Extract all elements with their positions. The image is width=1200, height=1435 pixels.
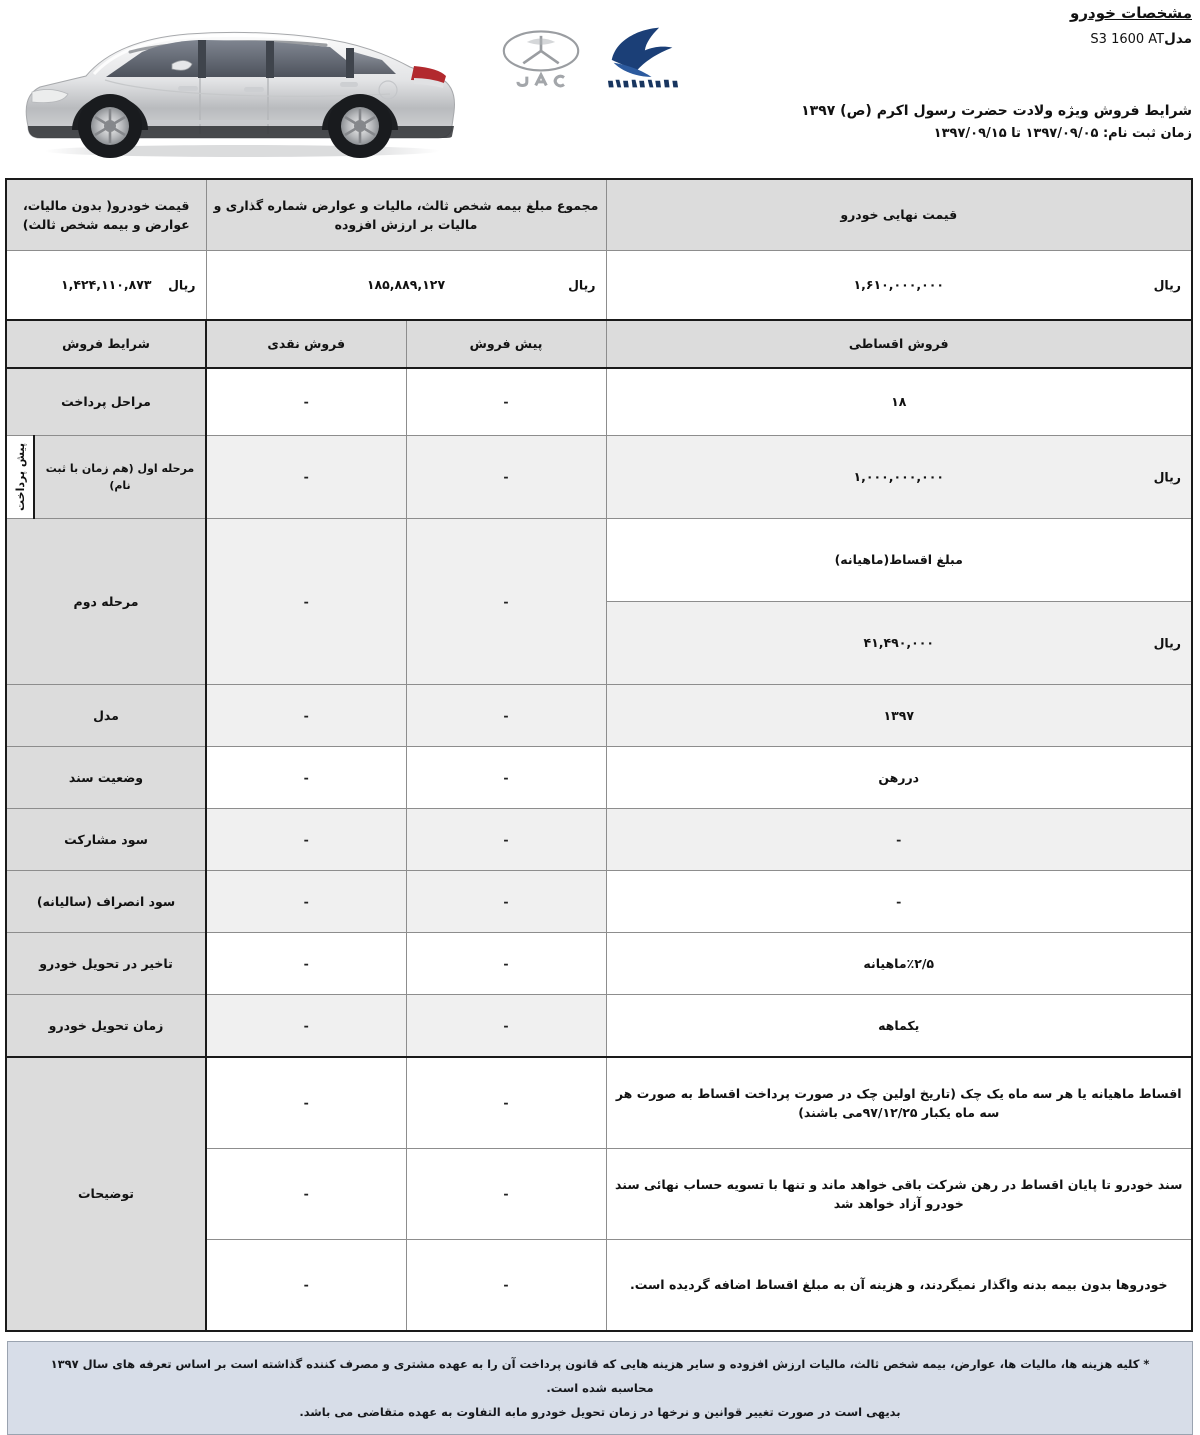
note-2-presale: - [406, 1149, 606, 1240]
row-delay-installment: ٪۲/۵ماهیانه [606, 933, 1192, 995]
kerman-motor-logo [600, 22, 686, 94]
header-text-block [722, 4, 1192, 141]
row-participation-cash: - [206, 809, 406, 871]
final-price-unit: ریال [1153, 277, 1181, 293]
row-label-stage-two: مرحله دوم [6, 519, 206, 685]
column-header-cash: فروش نقدی [206, 320, 406, 368]
table-row [6, 368, 1192, 436]
row-stage-two-presale: - [406, 519, 606, 685]
taxes-total-header: مجموع مبلغ بیمه شخص ثالث، مالیات و عوارض شماره گذاری و مالیات بر ارزش افزوده [206, 179, 606, 251]
row-label-delay: تاخیر در تحویل خودرو [6, 933, 206, 995]
page-title: مشخصات خودرو [1070, 4, 1192, 22]
row-model-installment: ۱۳۹۷ [606, 685, 1192, 747]
final-price-amount: ۱,۶۱۰,۰۰۰,۰۰۰ [853, 277, 945, 293]
row-label-stage-one: مرحله اول (هم زمان با ثبت نام) [34, 436, 206, 519]
row-model-presale: - [406, 685, 606, 747]
row-delay-cash: - [206, 933, 406, 995]
price-values-row [6, 251, 1192, 321]
document-header [0, 0, 1200, 178]
jac-s3-side-view [10, 8, 470, 168]
monthly-installment-unit: ریال [1153, 635, 1181, 651]
row-delivery-presale: - [406, 995, 606, 1058]
model-label: مدل [1164, 31, 1192, 47]
row-label-participation: سود مشارکت [6, 809, 206, 871]
footer-line-1: * کلیه هزینه ها، مالیات ها، عوارض، بیمه شخص ثالث، مالیات ارزش افزوده و سایر هزینه هایی که قانون پرداخت آن را به عهده مشتری و مصرف کننده گذاشته است بر اساس تعرفه های سال ۱۳۹۷ محاسبه شده است. [50, 1357, 1150, 1396]
row-label-model: مدل [6, 685, 206, 747]
row-stage-one-installment [606, 436, 1192, 519]
table-row [6, 933, 1192, 995]
table-row [6, 995, 1192, 1058]
footer-disclaimer [7, 1341, 1193, 1435]
price-conditions-table [5, 178, 1193, 1332]
row-model-cash: - [206, 685, 406, 747]
note-text-2: سند خودرو تا پایان اقساط در رهن شرکت باقی خواهد ماند و تنها با تسویه حساب نهائی سند خودرو آزاد خواهد شد [606, 1149, 1192, 1240]
monthly-installment-title: مبلغ اقساط(ماهیانه) [606, 519, 1192, 602]
row-doc-status-installment: دررهن [606, 747, 1192, 809]
base-price-unit: ریال [168, 277, 196, 293]
column-header-row-label: شرایط فروش [6, 320, 206, 368]
table-row [6, 685, 1192, 747]
note-2-cash: - [206, 1149, 406, 1240]
taxes-total-unit: ریال [568, 277, 596, 293]
price-header-row [6, 179, 1192, 251]
base-price-amount: ۱,۴۲۴,۱۱۰,۸۷۳ [60, 277, 152, 293]
model-line [722, 31, 1192, 47]
monthly-installment-amount: ۴۱,۴۹۰,۰۰۰ [863, 635, 935, 651]
prepayment-group-label [6, 436, 34, 519]
row-cancellation-installment: - [606, 871, 1192, 933]
table-row [6, 436, 1192, 519]
table-row-note [6, 1057, 1192, 1149]
table-row [6, 519, 1192, 602]
base-price-cell [6, 251, 206, 321]
prepayment-group-text: پیش پرداخت [13, 443, 27, 511]
registration-dates: ۱۳۹۷/۰۹/۰۵ تا ۱۳۹۷/۰۹/۱۵ [933, 126, 1099, 141]
row-cancellation-presale: - [406, 871, 606, 933]
note-1-presale: - [406, 1057, 606, 1149]
model-value: S3 1600 AT [1090, 32, 1165, 47]
row-label-payment-stages: مراحل پرداخت [6, 368, 206, 436]
note-text-1: اقساط ماهیانه یا هر سه ماه یک چک (تاریخ اولین چک در صورت پرداخت اقساط به صورت هر سه ماه یکبار ۹۷/۱۲/۲۵می باشند) [606, 1057, 1192, 1149]
stage-one-amount: ۱,۰۰۰,۰۰۰,۰۰۰ [853, 469, 945, 485]
row-participation-installment: - [606, 809, 1192, 871]
row-participation-presale: - [406, 809, 606, 871]
offer-title: شرایط فروش ویژه ولادت حضرت رسول اکرم (ص) ۱۳۹۷ [801, 103, 1192, 119]
column-header-row [6, 320, 1192, 368]
taxes-total-cell [206, 251, 606, 321]
table-row [6, 747, 1192, 809]
stage-one-unit: ریال [1153, 469, 1181, 485]
row-doc-status-cash: - [206, 747, 406, 809]
column-header-installment: فروش اقساطی [606, 320, 1192, 368]
row-delivery-installment: یکماهه [606, 995, 1192, 1058]
base-price-header: قیمت خودرو( بدون مالیات، عوارض و بیمه شخص ثالث) [6, 179, 206, 251]
row-stage-one-cash: - [206, 436, 406, 519]
row-payment-stages-presale: - [406, 368, 606, 436]
row-delivery-cash: - [206, 995, 406, 1058]
brand-logos [495, 18, 690, 98]
row-label-delivery: زمان تحویل خودرو [6, 995, 206, 1058]
registration-label: زمان ثبت نام: [1102, 126, 1192, 141]
final-price-cell [606, 251, 1192, 321]
row-stage-two-cash: - [206, 519, 406, 685]
column-header-presale: پیش فروش [406, 320, 606, 368]
table-row [6, 871, 1192, 933]
monthly-installment-amount-cell [606, 602, 1192, 685]
row-label-cancellation: سود انصراف (سالیانه) [6, 871, 206, 933]
row-cancellation-cash: - [206, 871, 406, 933]
table-row [6, 809, 1192, 871]
notes-section-label: توضیحات [6, 1057, 206, 1331]
note-3-cash: - [206, 1240, 406, 1332]
row-doc-status-presale: - [406, 747, 606, 809]
row-payment-stages-cash: - [206, 368, 406, 436]
registration-period [722, 126, 1192, 141]
footer-line-2: بدیهی است در صورت تغییر قوانین و نرخها در زمان تحویل خودرو مابه التفاوت به عهده متقاضی می باشد. [299, 1405, 901, 1420]
note-1-cash: - [206, 1057, 406, 1149]
row-stage-one-presale: - [406, 436, 606, 519]
row-delay-presale: - [406, 933, 606, 995]
final-price-header: قیمت نهایی خودرو [606, 179, 1192, 251]
jac-logo [500, 27, 582, 89]
note-text-3: خودروها بدون بیمه بدنه واگذار نمیگردند، و هزینه آن به مبلغ اقساط اضافه گردیده است. [606, 1240, 1192, 1332]
taxes-total-amount: ۱۸۵,۸۸۹,۱۲۷ [366, 277, 446, 293]
row-label-doc-status: وضعیت سند [6, 747, 206, 809]
row-payment-stages-installment: ۱۸ [606, 368, 1192, 436]
note-3-presale: - [406, 1240, 606, 1332]
